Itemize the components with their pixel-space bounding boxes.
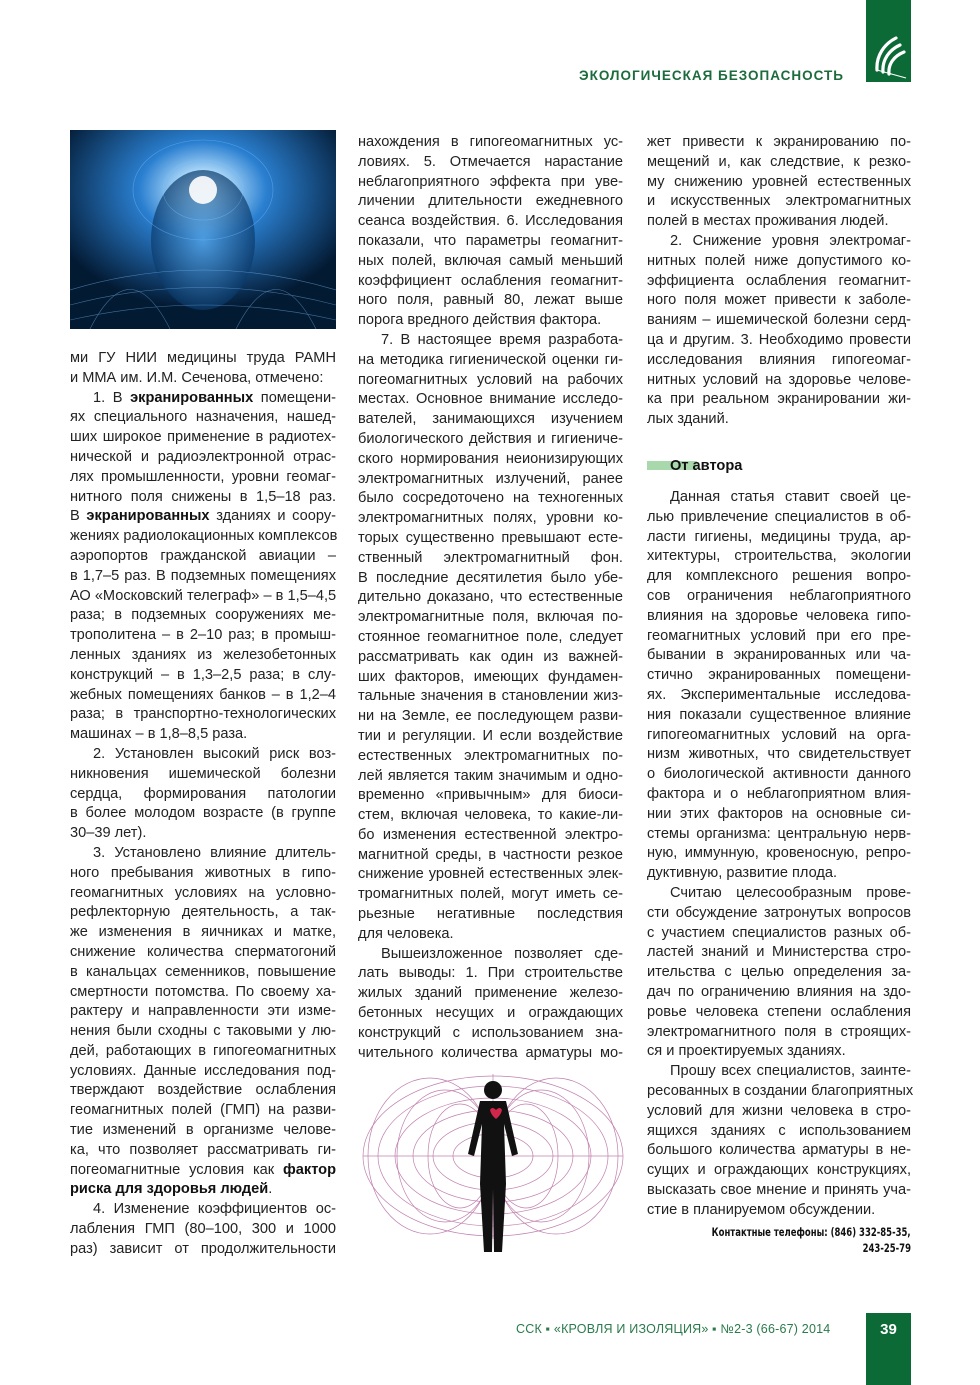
bold-text: риска для здоровья людей bbox=[70, 1181, 269, 1198]
text-line: было сосредоточено на техногенных bbox=[358, 490, 623, 507]
text-line: стем, включая человека, то какие-ли- bbox=[358, 807, 623, 824]
text-line: ственный электромагнитный фон. bbox=[358, 549, 623, 566]
text-line: ших факторов, имеющих фундамен- bbox=[358, 668, 623, 685]
text-line: лей является таким значимым и одно- bbox=[358, 767, 623, 784]
text-line: погеомагнитных условий на рабочих bbox=[358, 371, 623, 388]
text-line: биологического действия и гигиениче- bbox=[358, 430, 623, 447]
text-line: гипогеомагнитных условий на орга- bbox=[647, 726, 911, 743]
text-line: сов ограничения неблагоприятного bbox=[647, 587, 911, 604]
text-segment: 1. В bbox=[93, 389, 131, 406]
text-line: рактеру и направленности эти изме- bbox=[70, 1003, 336, 1020]
text-line: рефлекторную деятельность, а так- bbox=[70, 904, 336, 921]
text-line: для комплексного решения вопро- bbox=[647, 568, 911, 585]
text-line: ную, иммунную, кровеносную, репро- bbox=[647, 845, 911, 862]
text-line: мещений и, как следствие, к резко- bbox=[647, 153, 911, 170]
text-line: исследования влияния гипогеомаг- bbox=[647, 351, 911, 368]
text-line: же изменения в яичниках и матке, bbox=[70, 924, 336, 941]
text-line: электромагнитные поля, включая по- bbox=[358, 609, 623, 626]
column-3-conclusions bbox=[647, 133, 911, 430]
text-line: условий для жизни человека в стро- bbox=[647, 1102, 911, 1119]
text-line bbox=[70, 507, 336, 527]
text-line: Данная статья ставит своей це- bbox=[670, 489, 911, 505]
text-line: му снижению уровней естественных bbox=[647, 173, 911, 190]
text-line: электромагнитных полях, уровни ко- bbox=[358, 510, 623, 527]
text-line: сеанса воздействия. 6. Исследования bbox=[358, 213, 623, 230]
text-line: жебных помещениях банков – в 1,2–4 bbox=[70, 686, 336, 703]
text-line: нения были сходны с таковыми у лю- bbox=[70, 1023, 336, 1040]
text-line: бетонных несущих и ограждающих bbox=[358, 1005, 623, 1022]
text-line: коэффициент ослабления геомагнит- bbox=[358, 272, 623, 289]
text-line: бывании в экранированных или ча- bbox=[647, 647, 911, 664]
text-line: дуктивную, развитие плода. bbox=[647, 865, 838, 882]
text-line: и искусственных электромагнитных bbox=[647, 193, 911, 210]
text-line: личении длительности ежедневного bbox=[358, 193, 623, 210]
text-line bbox=[70, 1161, 336, 1181]
torus-figure-illustration bbox=[360, 1064, 626, 1256]
text-segment: погеомагнитные условия как bbox=[70, 1161, 284, 1178]
bold-text: экранированных bbox=[86, 508, 210, 525]
text-line: Считаю целесообразным прове- bbox=[670, 884, 911, 901]
text-line: ного поля, равный 80, лежат выше bbox=[358, 292, 623, 309]
text-line: стоянное геомагнитное поле, следует bbox=[358, 628, 623, 645]
text-line: геомагнитных полей (ГМП) на разви- bbox=[70, 1102, 336, 1119]
text-line: для человека. bbox=[358, 925, 454, 942]
text-line: показали, что параметры геомагнит- bbox=[358, 232, 623, 249]
text-line: лать выводы: 1. При строительстве bbox=[358, 965, 623, 982]
text-line: ни на Земле, ее последующем разви- bbox=[358, 708, 623, 725]
text-line: 4. Изменение коэффициентов ос- bbox=[93, 1201, 336, 1218]
text-line: 30–39 лет). bbox=[70, 825, 147, 842]
leaf-stripes-logo-icon bbox=[866, 0, 911, 82]
text-line: стемы организма: центральную нерв- bbox=[647, 825, 911, 842]
text-line: сущих и ограждающих конструкциях, bbox=[647, 1162, 911, 1179]
text-line: вателей, занимающихся изучением bbox=[358, 411, 623, 428]
text-line: 7. В настоящее время разработа- bbox=[381, 331, 623, 348]
text-line: конструкций с использованием зна- bbox=[358, 1024, 623, 1041]
text-line: ластей знаний и Министерства стро- bbox=[647, 944, 911, 961]
text-line: рьезные негативные последствия bbox=[358, 906, 623, 923]
text-line: раз) зависит от продолжительности bbox=[70, 1240, 336, 1257]
text-line: полей в местах проживания людей. bbox=[647, 213, 889, 230]
text-line: эффициента ослабления геомагнит- bbox=[647, 272, 911, 289]
text-line: электромагнитного поля в строящих- bbox=[647, 1023, 911, 1040]
column-2 bbox=[358, 133, 623, 1063]
text-line: ласти гигиены, медицины труда, ар- bbox=[647, 528, 911, 545]
text-line: ных полей, включая самый меньший bbox=[358, 252, 623, 269]
text-line: ях специального назначения, нашед- bbox=[70, 409, 336, 426]
text-line bbox=[70, 389, 336, 409]
text-line: в более молодом возрасте (в группе bbox=[70, 805, 336, 822]
section-heading-from-author: От автора bbox=[670, 458, 743, 474]
text-line: снижение количества сперматогоний bbox=[70, 943, 336, 960]
text-line: местах. Основное внимание исследо- bbox=[358, 391, 623, 408]
text-line: фактора и о неблагоприятном влия- bbox=[647, 785, 911, 802]
text-line: о биологической активности данного bbox=[647, 766, 911, 783]
text-line: Вышеизложенное позволяет сде- bbox=[381, 945, 623, 962]
text-line: геомагнитных условиях на условно- bbox=[70, 884, 336, 901]
text-line: тверждают воздействие ослабления bbox=[70, 1082, 336, 1099]
text-line: высказать свое мнение и принять уча- bbox=[647, 1181, 911, 1198]
text-line: раза; в транспортно-технологических bbox=[70, 706, 336, 723]
text-line: снижение уровней естественных элек- bbox=[358, 866, 623, 883]
text-line: лях промышленности, уровни геомаг- bbox=[70, 468, 336, 485]
text-line: электромагнитных излучений, ранее bbox=[358, 470, 623, 487]
text-line: с участием специалистов разных об- bbox=[647, 924, 911, 941]
text-line: нахождения в гипогеомагнитных ус- bbox=[358, 134, 623, 150]
logo-bar bbox=[866, 0, 911, 82]
text-line: нитных полей ниже допустимого ко- bbox=[647, 252, 911, 269]
head-illustration bbox=[70, 130, 336, 329]
text-line: тромагнитных полей, могут иметь се- bbox=[358, 886, 623, 903]
text-line: ния показали существенное влияние bbox=[647, 706, 911, 723]
text-line: АО «Московский телеграф» – в 1,5–4,5 bbox=[70, 587, 337, 604]
text-line: никновения ишемической болезни bbox=[70, 765, 336, 782]
text-line: естественных электромагнитных по- bbox=[358, 747, 623, 764]
text-line: ших широкое применение в радиотех- bbox=[70, 429, 336, 446]
text-line: жет привести к экранированию по- bbox=[647, 134, 911, 150]
text-line: хитектуры, строительства, экологии bbox=[647, 548, 911, 565]
text-line: ваниям – ишемической болезни серд- bbox=[647, 312, 911, 329]
text-line: в канальцах семенников, повышение bbox=[70, 963, 336, 980]
text-line: ресованных в создании благоприятных bbox=[647, 1082, 914, 1099]
contacts-line-1: Контактные телефоны: (846) 332-85-35, bbox=[712, 1225, 911, 1239]
bold-text: фактор bbox=[283, 1161, 336, 1178]
footer-journal-info: ССК ▪ «КРОВЛЯ И ИЗОЛЯЦИЯ» ▪ №2-3 (66-67) 2014 bbox=[516, 1322, 831, 1336]
text-line: рассматривать как один из важней- bbox=[358, 648, 623, 665]
text-line: геомагнитных условий при его пре- bbox=[647, 627, 911, 644]
text-line: ского нормирования неионизирующих bbox=[358, 450, 623, 467]
text-line: ного поля может привести к заболе- bbox=[647, 292, 911, 309]
column-3-from-author bbox=[647, 488, 914, 1220]
text-line: торых существенно превышают есте- bbox=[358, 529, 623, 546]
text-line: ка, что позволяет рассматривать ги- bbox=[70, 1141, 336, 1158]
text-line: бо изменения естественной электро- bbox=[358, 826, 623, 843]
text-line: трополитена – в 2–10 раз; в промыш- bbox=[70, 627, 336, 644]
column-1 bbox=[70, 349, 336, 1260]
text-segment: . bbox=[268, 1181, 273, 1198]
text-line: конструкций – в 1,3–2,5 раза; в слу- bbox=[70, 666, 336, 683]
text-line: и ММА им. И.М. Сеченова, отмечено: bbox=[70, 369, 324, 386]
text-line: нии этих факторов на основные си- bbox=[647, 805, 911, 822]
text-line: лью привлечение специалистов в об- bbox=[647, 508, 911, 525]
bold-text: экранированных bbox=[130, 389, 254, 406]
text-line: временно «привычным» для биоси- bbox=[358, 787, 623, 804]
text-line: ловиях. 5. Отмечается нарастание bbox=[358, 153, 623, 170]
text-line: В последние десятилетия было убе- bbox=[358, 569, 623, 586]
text-line: ительства с целью определения за- bbox=[647, 964, 911, 981]
text-line: стично экранированных помещени- bbox=[647, 667, 911, 684]
text-line: тии и регуляции. И если воздействие bbox=[358, 727, 623, 744]
text-line: 2. Снижение уровня электромаг- bbox=[670, 232, 911, 249]
text-line: лых зданий. bbox=[647, 411, 729, 428]
text-line: нитного поля снижены в 1,5–18 раз. bbox=[70, 488, 336, 505]
section-title: ЭКОЛОГИЧЕСКАЯ БЕЗОПАСНОСТЬ bbox=[579, 68, 844, 83]
text-line: ного пребывания животных в гипо- bbox=[70, 864, 336, 881]
text-line: дительно доказано, что естественные bbox=[358, 589, 623, 606]
text-line: ка при реальном экранировании жи- bbox=[647, 391, 911, 408]
text-line: ровье человека степени ослабления bbox=[647, 1003, 911, 1020]
text-line: тие изменений в организме челове- bbox=[70, 1122, 336, 1139]
text-line: в 1,7–5 раз. В подземных помещениях bbox=[70, 567, 336, 584]
text-line: сердца, формирования патологии bbox=[70, 785, 336, 802]
text-line: низм животных, что свидетельствует bbox=[647, 746, 911, 763]
text-line: смертности потомства. По своему ха- bbox=[70, 983, 336, 1000]
text-line: стие в планируемом обсуждении. bbox=[647, 1201, 876, 1218]
text-line: 2. Установлен высокий риск воз- bbox=[93, 745, 336, 762]
text-line: ленных зданиях из железобетонных bbox=[70, 646, 336, 663]
page-number: 39 bbox=[866, 1313, 911, 1385]
text-line: Прошу всех специалистов, заинте- bbox=[670, 1063, 911, 1080]
text-segment: помещени- bbox=[253, 389, 336, 406]
text-line: ях. Экспериментальные исследова- bbox=[647, 686, 911, 703]
text-line: ся и проектируемых зданиях. bbox=[647, 1043, 846, 1060]
text-line bbox=[70, 1180, 336, 1200]
text-line: сти обсуждение затронутых вопросов bbox=[647, 904, 911, 921]
text-line: раза; в подземных сооружениях ме- bbox=[70, 607, 336, 624]
text-line: машинах – в 1,8–8,5 раза. bbox=[70, 726, 248, 743]
text-line: неблагоприятного эффекта при уве- bbox=[358, 173, 623, 190]
text-line: аэропортов гражданской авиации – bbox=[70, 547, 336, 564]
text-line: нитных условий на здоровье челове- bbox=[647, 371, 911, 388]
text-line: ми ГУ НИИ медицины труда РАМН bbox=[70, 350, 336, 366]
contacts-line-2: 243-25-79 bbox=[862, 1241, 911, 1255]
text-line: ящихся зданиях с использованием bbox=[647, 1122, 911, 1139]
text-line: дей, работающих в гипогеомагнитных bbox=[70, 1042, 336, 1059]
text-line: нической и радиоэлектронной отрас- bbox=[70, 448, 336, 465]
text-segment: зданиях и соору- bbox=[209, 508, 336, 525]
text-line: порога вредного действия фактора. bbox=[358, 312, 602, 329]
text-line: условиях. Данные исследования под- bbox=[70, 1062, 336, 1079]
text-line: 3. Установлено влияние длитель- bbox=[93, 844, 336, 861]
text-line: магнитной среды, в частности резкое bbox=[358, 846, 623, 863]
text-line: на методика гигиенической оценки ги- bbox=[358, 351, 623, 368]
text-line: влияния на здоровье человека гипо- bbox=[647, 607, 911, 624]
text-line: лабления ГМП (80–100, 300 и 1000 bbox=[70, 1221, 336, 1238]
text-line: тальные значения в становлении жиз- bbox=[358, 688, 623, 705]
text-line: дач по ограничению влияния на здо- bbox=[647, 983, 911, 1000]
text-segment: В bbox=[70, 508, 87, 525]
text-line: большого количества арматуры в не- bbox=[647, 1142, 911, 1159]
text-line: жилых зданий применение железо- bbox=[358, 985, 623, 1002]
text-line: чительного количества арматуры мо- bbox=[358, 1044, 623, 1061]
text-line: ца и другим. 3. Необходимо провести bbox=[647, 331, 911, 348]
text-line: жениях радиолокационных комплексов bbox=[70, 528, 338, 545]
